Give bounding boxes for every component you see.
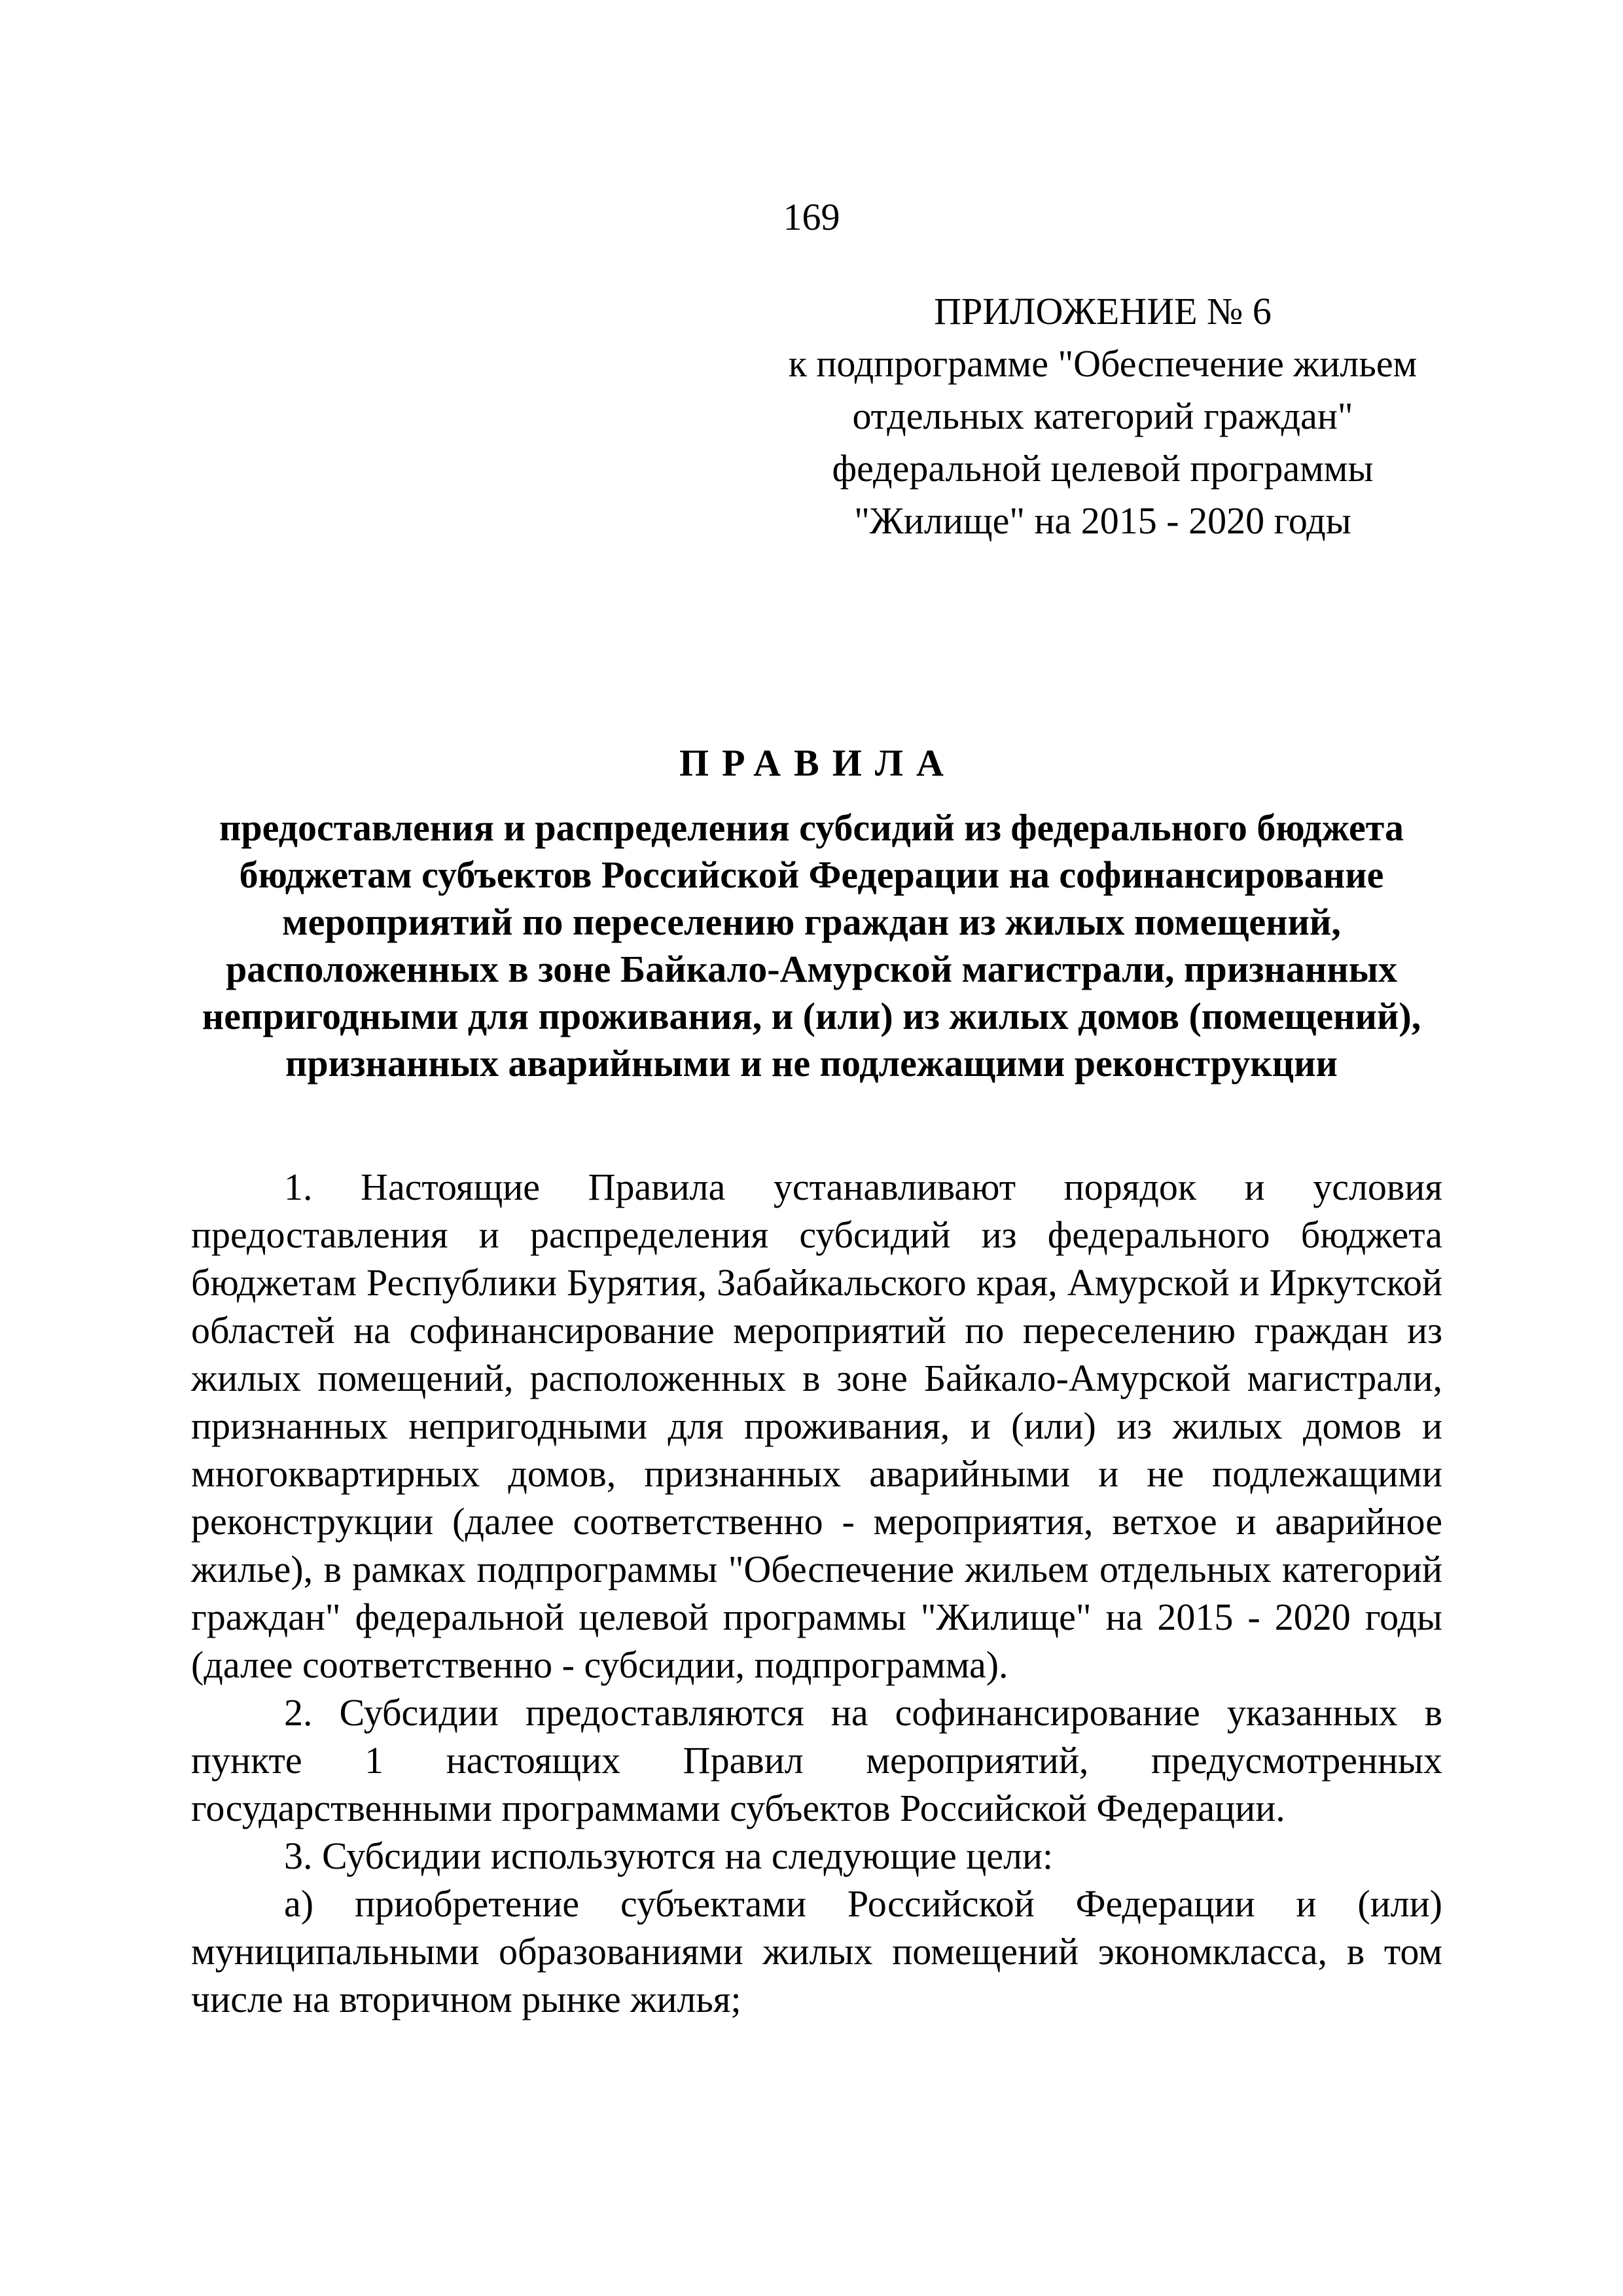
appendix-line: отдельных категорий граждан" <box>852 395 1353 437</box>
paragraph-2: 2. Субсидии предоставляются на софинансирование указанных в пункте 1 настоящих Правил мероприятий, предусмотренных государственными программами субъектов Российской Федерации. <box>191 1691 1442 1829</box>
rules-subtitle-line: непригодными для проживания, и (или) из жилых домов (помещений), <box>202 995 1421 1037</box>
rules-subtitle-line: предоставления и распределения субсидий из федерального бюджета <box>219 806 1404 849</box>
rules-subtitle-line: расположенных в зоне Байкало-Амурской магистрали, признанных <box>226 948 1397 990</box>
page-number: 169 <box>783 196 840 238</box>
rules-subtitle <box>164 804 1459 1087</box>
rules-heading: ПРАВИЛА <box>679 742 957 784</box>
rules-subtitle-line: бюджетам субъектов Российской Федерации на софинансирование <box>239 853 1384 896</box>
appendix-line: федеральной целевой программы <box>832 447 1374 490</box>
rules-subtitle-line: признанных аварийными и не подлежащими реконструкции <box>285 1042 1338 1085</box>
appendix-line: "Жилище" на 2015 - 2020 годы <box>854 499 1351 542</box>
appendix-line: к подпрограмме "Обеспечение жильем <box>788 342 1418 385</box>
document-body <box>191 1163 1442 2023</box>
rules-subtitle-line: мероприятий по переселению граждан из жилых помещений, <box>282 901 1341 943</box>
paragraph-3a: а) приобретение субъектами Российской Федерации и (или) муниципальными образованиями жилых помещений экономкласса, в том числе на вторичном рынке жилья; <box>191 1882 1442 2020</box>
paragraph-3: 3. Субсидии используются на следующие цели: <box>284 1835 1054 1877</box>
appendix-title: ПРИЛОЖЕНИЕ № 6 <box>934 290 1272 332</box>
appendix-block <box>759 285 1446 547</box>
paragraph-1: 1. Настоящие Правила устанавливают порядок и условия предоставления и распределения субсидий из федерального бюджета бюджетам Республики Бурятия, Забайкальского края, Амурской и Иркутской областей на софинансирование мероприятий по переселению граждан из жилых помещений, расположенных в зоне Байкало-Амурской магистрали, признанных непригодными для проживания, и (или) из жилых домов и многоквартирных домов, признанных аварийными и не подлежащими реконструкции (далее соответственно - мероприятия, ветхое и аварийное жилье), в рамках подпрограммы "Обеспечение жильем отдельных категорий граждан" федеральной целевой программы "Жилище" на 2015 - 2020 годы (далее соответственно - субсидии, подпрограмма). <box>191 1166 1442 1686</box>
